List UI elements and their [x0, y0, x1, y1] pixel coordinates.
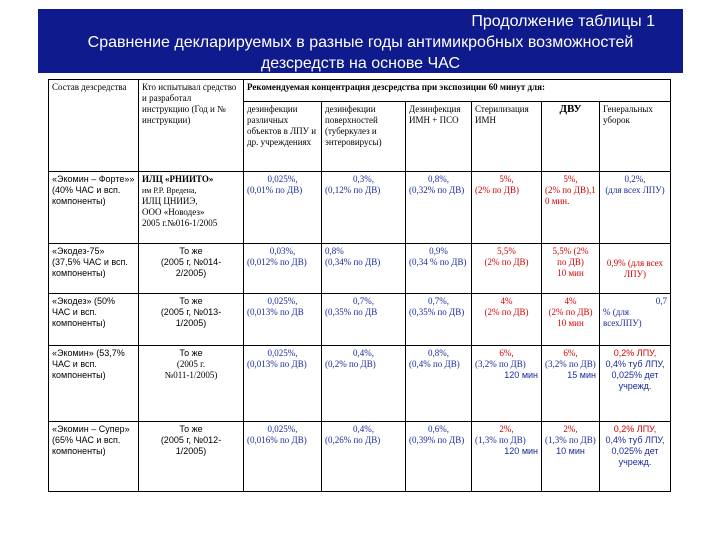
- row-c2: 0,8% (0,34% по ДВ): [322, 244, 406, 294]
- table-row: [49, 244, 671, 294]
- header-concentration-span: Рекомендуемая концентрация дезсредства при экспозиции 60 минут для:: [244, 80, 671, 102]
- header-composition: Состав дезсредства: [49, 80, 139, 172]
- row-c3: 0,7%, (0,35% по ДВ): [406, 294, 472, 346]
- row-c1: 0,025%, (0,016% по ДВ): [244, 422, 322, 492]
- comparison-table: [48, 79, 671, 492]
- row-c5: 2%, (1,3% по ДВ) 10 мин: [542, 422, 600, 492]
- subheader-sterilization: Стерилизация ИМН: [472, 102, 542, 172]
- row-c1: 0,025%, (0,013% по ДВ: [244, 294, 322, 346]
- row-c3: 0,6%, (0,39% по ДВ): [406, 422, 472, 492]
- row-tester: То же (2005 г. №011-1/2005): [139, 346, 244, 422]
- subheader-objects: дезинфекции различных объектов в ЛПУ и др. учреждениях: [244, 102, 322, 172]
- row-c2: 0,3%, (0,12% по ДВ): [322, 172, 406, 244]
- row-c2: 0,4%, (0,26% по ДВ): [322, 422, 406, 492]
- title-banner: [38, 9, 683, 73]
- row-c1: 0,025%, (0,01% по ДВ): [244, 172, 322, 244]
- row-c1: 0,03%, (0,012% по ДВ): [244, 244, 322, 294]
- title-line-3: дезсредств на основе ЧАС: [260, 55, 461, 72]
- row-c6: 0,2% ЛПУ, 0,4% туб ЛПУ, 0,025% дет учрежд.: [600, 346, 671, 422]
- row-name: «Экодез-75» (37,5% ЧАС и всп. компоненты): [49, 244, 139, 294]
- row-tester: То же (2005 г, №014- 2/2005): [139, 244, 244, 294]
- row-c6: 0,9% (для всех ЛПУ): [600, 244, 671, 294]
- row-c6: 0,2%, (для всех ЛПУ): [600, 172, 671, 244]
- row-c4: 5%, (2% по ДВ): [472, 172, 542, 244]
- header-tester: Кто испытывал средство и разработал инструкцию (Год и № инструкции): [139, 80, 244, 172]
- row-c6: 0,2% ЛПУ, 0,4% туб ЛПУ, 0,025% дет учрежд.: [600, 422, 671, 492]
- title-line-2: Сравнение декларируемых в разные годы антимикробных возможностей: [87, 34, 634, 51]
- subheader-imn-pso: Дезинфекция ИМН + ПСО: [406, 102, 472, 172]
- row-c2: 0,4%, (0,2% по ДВ): [322, 346, 406, 422]
- table-row: [49, 346, 671, 422]
- title-line-1: Продолжение таблицы 1: [471, 13, 655, 30]
- row-name: «Экомин» (53,7% ЧАС и всп. компоненты): [49, 346, 139, 422]
- row-tester: То же (2005 г, №012- 1/2005): [139, 422, 244, 492]
- subheader-dvu: ДВУ: [542, 102, 600, 172]
- row-c4: 2%, (1,3% по ДВ) 120 мин: [472, 422, 542, 492]
- row-c4: 4% (2% по ДВ): [472, 294, 542, 346]
- row-c5: 6%, (3,2% по ДВ) 15 мин: [542, 346, 600, 422]
- row-c4: 5,5% (2% по ДВ): [472, 244, 542, 294]
- table-row: [49, 172, 671, 244]
- row-name: «Экомин – Супер» (65% ЧАС и всп. компоненты): [49, 422, 139, 492]
- row-tester: То же (2005 г, №013- 1/2005): [139, 294, 244, 346]
- subheader-surfaces: дезинфекции поверхностей (туберкулез и энтеровирусы): [322, 102, 406, 172]
- row-tester: ИЛЦ «РНИИТО» им Р.Р. Вредена, ИЛЦ ЦНИИЭ, ООО «Новодез» 2005 г.№016-1/2005: [139, 172, 244, 244]
- subheader-general-cleaning: Генеральных уборок: [600, 102, 671, 172]
- row-c3: 0,8%, (0,32% по ДВ): [406, 172, 472, 244]
- row-c4: 6%, (3,2% по ДВ) 120 мин: [472, 346, 542, 422]
- row-c5: 5,5% (2% по ДВ) 10 мин: [542, 244, 600, 294]
- row-c5: 4% (2% по ДВ) 10 мин: [542, 294, 600, 346]
- row-name: «Экомин – Форте»» (40% ЧАС и всп. компоненты): [49, 172, 139, 244]
- table-row: [49, 422, 671, 492]
- row-name: «Экодез» (50% ЧАС и всп. компоненты): [49, 294, 139, 346]
- row-c6: 0,7 % (для всехЛПУ): [600, 294, 671, 346]
- row-c5: 5%, (2% по ДВ),1 0 мин.: [542, 172, 600, 244]
- row-c2: 0,7%, (0,35% по ДВ: [322, 294, 406, 346]
- table-row: [49, 294, 671, 346]
- row-c3: 0,8%, (0,4% по ДВ): [406, 346, 472, 422]
- row-c3: 0,9% (0,34 % по ДВ): [406, 244, 472, 294]
- row-c1: 0,025%, (0,013% по ДВ): [244, 346, 322, 422]
